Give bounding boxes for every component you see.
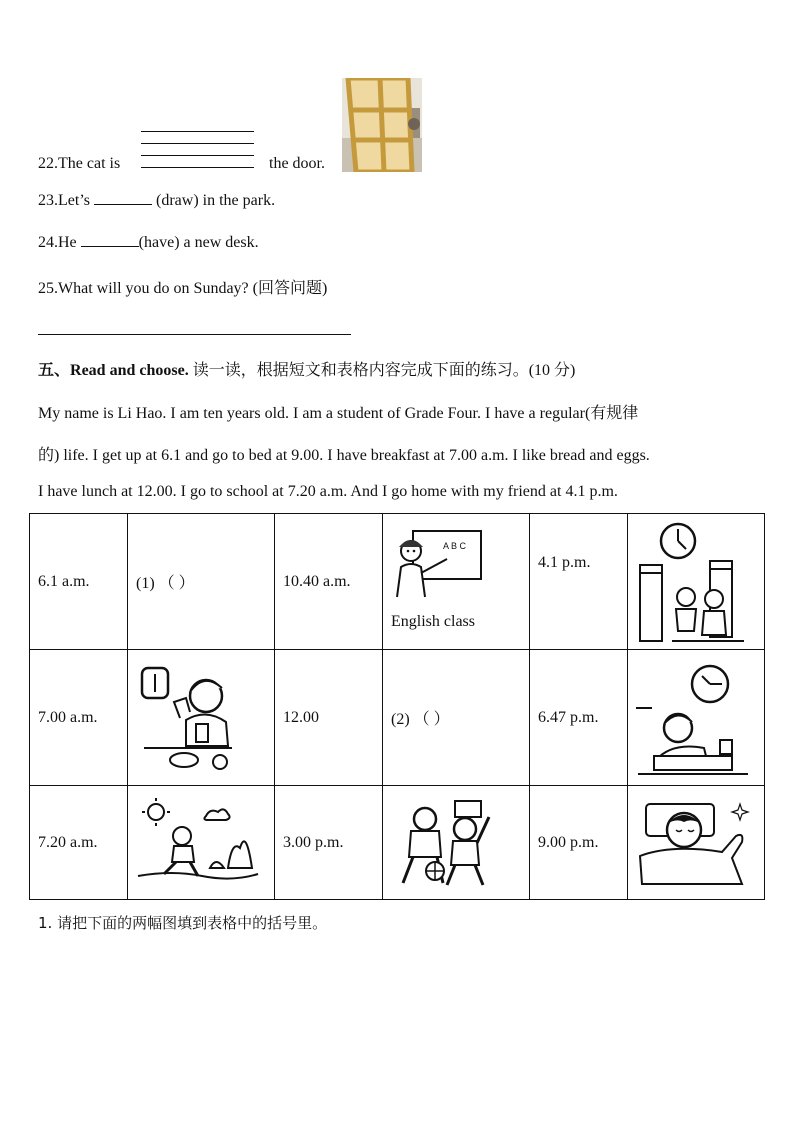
q22-answer-line-2[interactable] — [141, 143, 254, 144]
time-cell: 10.40 a.m. — [275, 514, 383, 650]
time-cell: 6.1 a.m. — [30, 514, 128, 650]
time-cell: 3.00 p.m. — [275, 786, 383, 900]
clock-icon — [692, 666, 728, 702]
q22-answer-line-3[interactable] — [141, 155, 254, 156]
section-5-title — [38, 357, 575, 380]
passage-line-3: I have lunch at 12.00. I go to school at 7.20 a.m. And I go home with my friend at 4.1 p.m. — [38, 483, 618, 500]
passage-line-2: 的) life. I get up at 6.1 and go to bed at 9.00. I have breakfast at 7.00 a.m. I like bread and eggs. — [38, 447, 650, 464]
time-cell: 6.47 p.m. — [530, 650, 628, 786]
go-to-bed-cell — [628, 786, 765, 900]
go-to-school-cell — [128, 786, 275, 900]
question-25: 25.What will you do on Sunday? (回答问题) — [38, 280, 328, 297]
homework-boy-icon — [632, 656, 760, 780]
time-cell: 9.00 p.m. — [530, 786, 628, 900]
question-23 — [38, 192, 275, 210]
answer-slot-2[interactable]: (2) （ ） — [383, 650, 530, 786]
section-number: 五、 — [38, 362, 71, 379]
section-title-english: Read and choose. — [70, 362, 189, 379]
table-row — [30, 650, 765, 786]
english-class-cell — [383, 514, 530, 650]
q23-prefix: 23.Let’s — [38, 192, 90, 209]
running-boy-icon — [132, 798, 270, 888]
q24-hint: (have) a new desk. — [138, 234, 259, 251]
q22-suffix: the door. — [269, 155, 325, 172]
window-door-image — [342, 78, 422, 172]
basketball-cell — [383, 786, 530, 900]
question-24 — [38, 234, 259, 252]
sleeping-boy-icon — [632, 796, 760, 890]
table-row — [30, 514, 765, 650]
q23-answer-blank[interactable] — [94, 204, 152, 205]
kids-gate-icon — [632, 519, 760, 645]
exercise-1-instruction: 1. 请把下面的两幅图填到表格中的括号里。 — [38, 914, 328, 932]
basketball-kids-icon — [387, 797, 525, 889]
time-cell: 4.1 p.m. — [530, 514, 628, 650]
english-class-label: English class — [391, 612, 475, 630]
clock-icon — [142, 668, 168, 698]
go-home-cell — [628, 514, 765, 650]
q25-answer-line[interactable] — [38, 334, 351, 335]
time-cell: 12.00 — [275, 650, 383, 786]
passage-line-1: My name is Li Hao. I am ten years old. I am a student of Grade Four. I have a regular(有规律 — [38, 405, 639, 422]
time-cell: 7.00 a.m. — [30, 650, 128, 786]
q22-prefix: 22.The cat is — [38, 155, 121, 172]
sun-icon — [142, 798, 170, 826]
answer-slot-1[interactable]: (1) （ ） — [128, 514, 275, 650]
clock-icon — [661, 524, 695, 558]
board-text: A B C — [443, 540, 467, 551]
teacher-board-icon — [391, 527, 525, 599]
q23-hint: (draw) in the park. — [156, 192, 276, 209]
q24-answer-blank[interactable] — [81, 246, 139, 247]
breakfast-boy-icon — [140, 662, 270, 774]
q22-answer-line-1[interactable] — [141, 131, 254, 132]
section-title-chinese: 读一读，根据短文和表格内容完成下面的练习。(10 分) — [188, 362, 576, 379]
time-cell: 7.20 a.m. — [30, 786, 128, 900]
question-22 — [38, 155, 120, 173]
schedule-table — [29, 513, 765, 900]
table-row — [30, 786, 765, 900]
q24-prefix: 24.He — [38, 234, 77, 251]
breakfast-cell — [128, 650, 275, 786]
q22-answer-line-4[interactable] — [141, 167, 254, 168]
homework-cell — [628, 650, 765, 786]
